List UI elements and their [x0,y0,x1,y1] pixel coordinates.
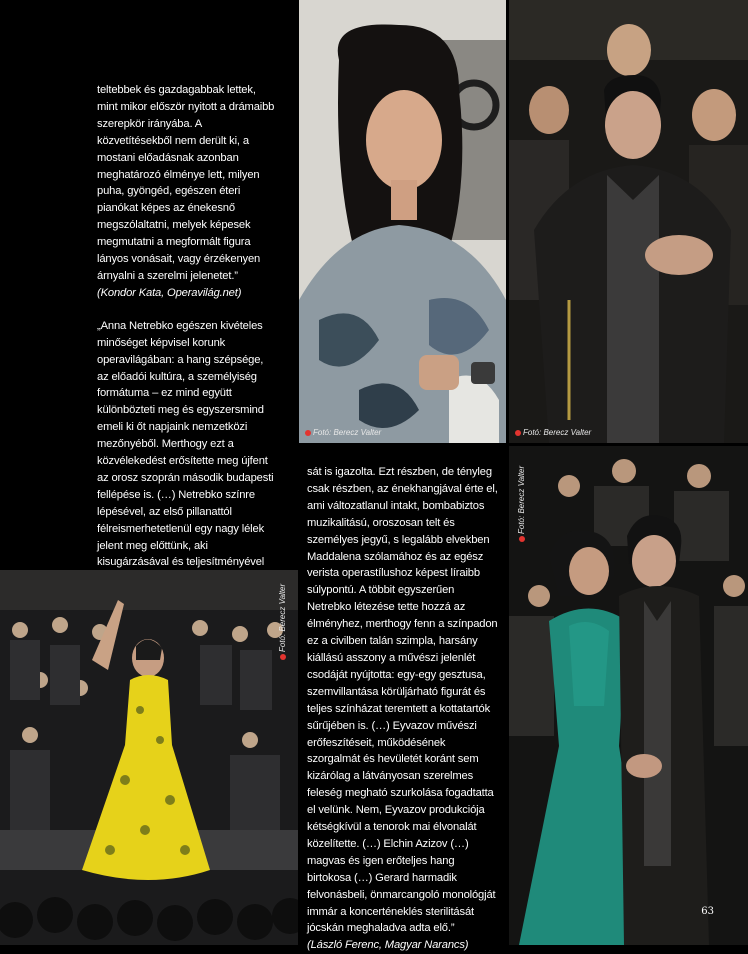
portrait-illustration [299,0,506,443]
photo-credit: Fotó: Berecz Valter [515,428,591,437]
credit-dot-icon [305,430,311,436]
paragraph: „Anna Netrebko egészen kivételes minőséget képvisel korunk operavilágában: a hang szépsége, az előadói kultúra, a személyiség formátuma – ez mind együtt különbözteti meg és egyszersmind emeli ki őt napjaink nemzetközi mezőnyéből. Merthogy ezt a közvélekedést erősítette meg újfent az orosz szoprán második budapesti fellépése is. (…) Netrebko színre lépésével, az első pillanattól félreismerhetetlenül egy nagy lélek jelent meg előttünk, aki kisugárzásával és teljesítményével [97,319,274,569]
duet-photo [509,446,748,945]
credit-dot-icon [515,430,521,436]
photo-credit: Fotó: Berecz Valter [278,584,287,660]
portrait-illustration [509,0,748,443]
citation: (László Ferenc, Magyar Narancs) [307,939,469,952]
page-number: 63 [701,906,714,917]
duet-illustration [509,446,748,945]
photo-credit: Fotó: Berecz Valter [517,466,526,542]
paragraph: sát is igazolta. Ezt részben, de tényleg csak részben, az énekhangjával érte el, ami változatlanul intakt, bombabiztos muzikalitású, oroszosan telt és személyes jegyű, s legalább elvekben Maddalena szólamához és az egész verista operastílushoz képest líraibb súlypontú. A többit egyszerűen Netrebko létezése tette hozzá az élményhez, merthogy fenn a színpadon ez a civilben talán szimpla, harsány kiállású asszony a művészi jelenlét csodáját nyújtotta: egy-egy gesztusa, szemvillantása körüljárható figurát és teljes színházat teremtett a kottatartók sűrűjében is. (…) Eyvazov művészi erőfeszítéseit, működésének szorgalmát és hevületét koránt sem kizárólag a látványosan szerelmes feleség megható szurkolása fogadtatta el velünk. Nem, Eyvazov produkciója kétségkívül a tenorok mai élvonalát közelítette. (…) Elchin Azizov (…) magvas és igen erőteljes hang birtokosa (…) Gerard harmadik felvonásbeli, önmarcangoló monológját immár a koncerténeklés sterilitását jócskán meghaladva adta elő.” [307,466,498,935]
netrebko-portrait-photo [299,0,506,443]
stage-illustration [0,570,298,945]
yellow-gown-stage-photo [0,570,298,945]
credit-dot-icon [519,536,525,542]
paragraph: teltebbek és gazdagabbak lettek, mint mikor először nyitott a drámaibb szerepkör irányába. A közvetítésekből nem derült ki, a mostani előadásnak azonban meghatározó élménye lett, milyen puha, gyöngéd, egészen éteri pianókat képes az énekesnő megszólaltatni, melyek képesek megmutatni a megformált figura lányos vonásait, vagy érzékenyen árnyalni a szerelmi jelenetet.” [97,84,275,282]
credit-dot-icon [280,654,286,660]
article-column-2 [307,464,501,954]
eyvazov-portrait-photo [509,0,748,443]
citation: (Kondor Kata, Operavilág.net) [97,286,242,299]
photo-credit: Fotó: Berecz Valter [305,428,381,437]
